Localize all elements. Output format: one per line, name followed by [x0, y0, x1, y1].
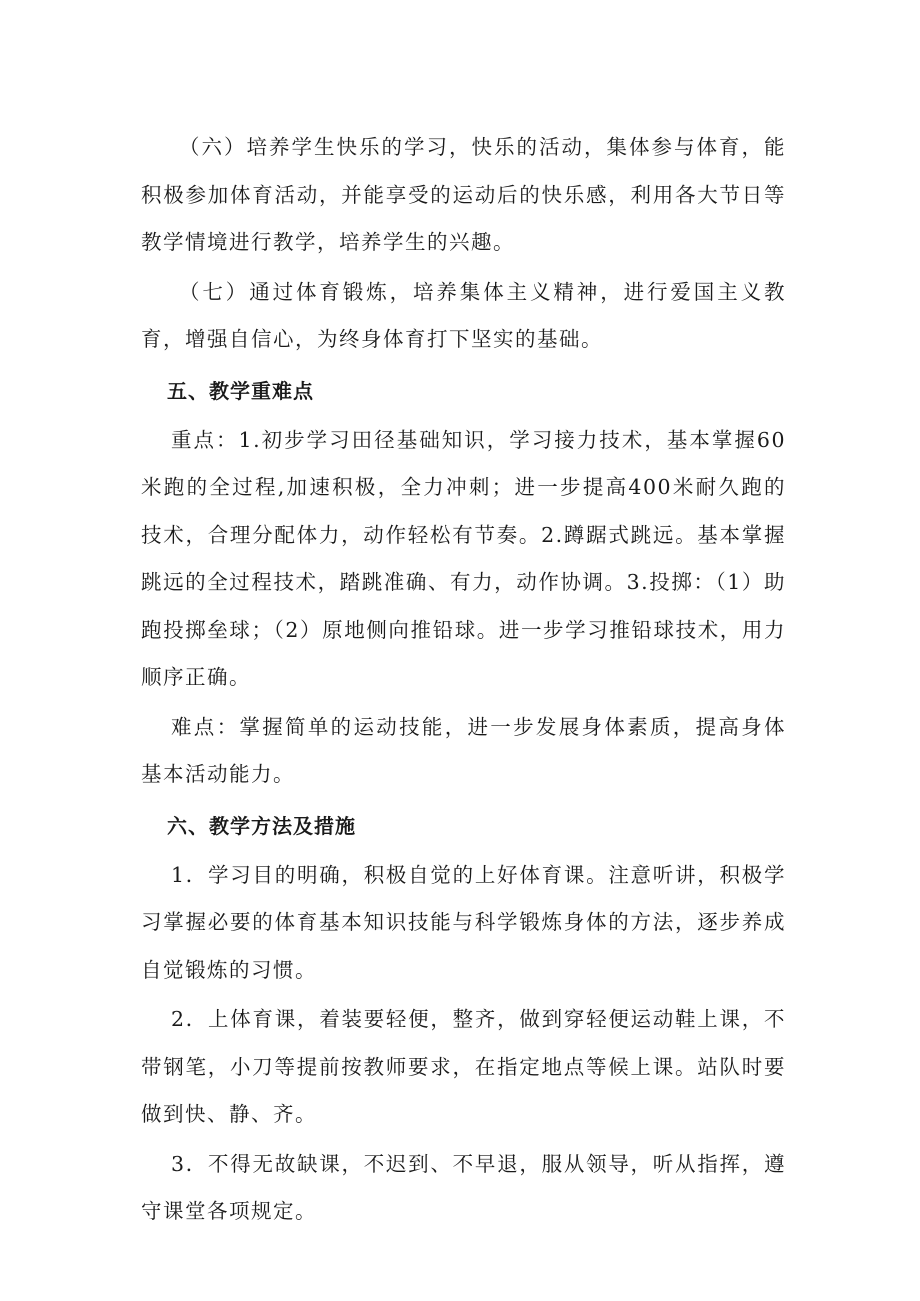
measure-3-paragraph: 3．不得无故缺课，不迟到、不早退，服从领导，听从指挥，遵守课堂各项规定。: [141, 1151, 786, 1223]
paragraph-item-six: （六）培养学生快乐的学习，快乐的活动，集体参与体育，能积极参加体育活动，并能享受的运动后的快乐感，利用各大节日等教学情境进行教学，培养学生的兴趣。: [141, 135, 786, 254]
measure-2-paragraph: 2．上体育课，着装要轻便，整齐，做到穿轻便运动鞋上课，不带钢笔，小刀等提前按教师要求，在指定地点等候上课。站队时要做到快、静、齐。: [141, 1007, 786, 1126]
document-page: [141, 124, 786, 1238]
measure-1-paragraph: 1．学习目的明确，积极自觉的上好体育课。注意听讲，积极学习掌握必要的体育基本知识技能与科学锻炼身体的方法，逐步养成自觉锻炼的习惯。: [141, 862, 786, 982]
section-five-heading: 五、教学重难点: [167, 378, 314, 403]
paragraph-item-seven: （七）通过体育锻炼，培养集体主义精神，进行爱国主义教育，增强自信心，为终身体育打下坚实的基础。: [141, 279, 786, 351]
section-six-heading: 六、教学方法及措施: [167, 813, 356, 838]
difficult-points-paragraph: 难点：掌握简单的运动技能，进一步发展身体素质，提高身体基本活动能力。: [141, 714, 786, 786]
key-points-paragraph: 重点：1.初步学习田径基础知识，学习接力技术，基本掌握60米跑的全过程,加速积极，全力冲刺；进一步提高400米耐久跑的技术，合理分配体力，动作轻松有节奏。2.蹲踞式跳远。基本掌握跳远的全过程技术，踏跳准确、有力，动作协调。3.投掷：（1）助跑投掷垒球；（2）原地侧向推铅球。进一步学习推铅球技术，用力顺序正确。: [141, 427, 786, 689]
